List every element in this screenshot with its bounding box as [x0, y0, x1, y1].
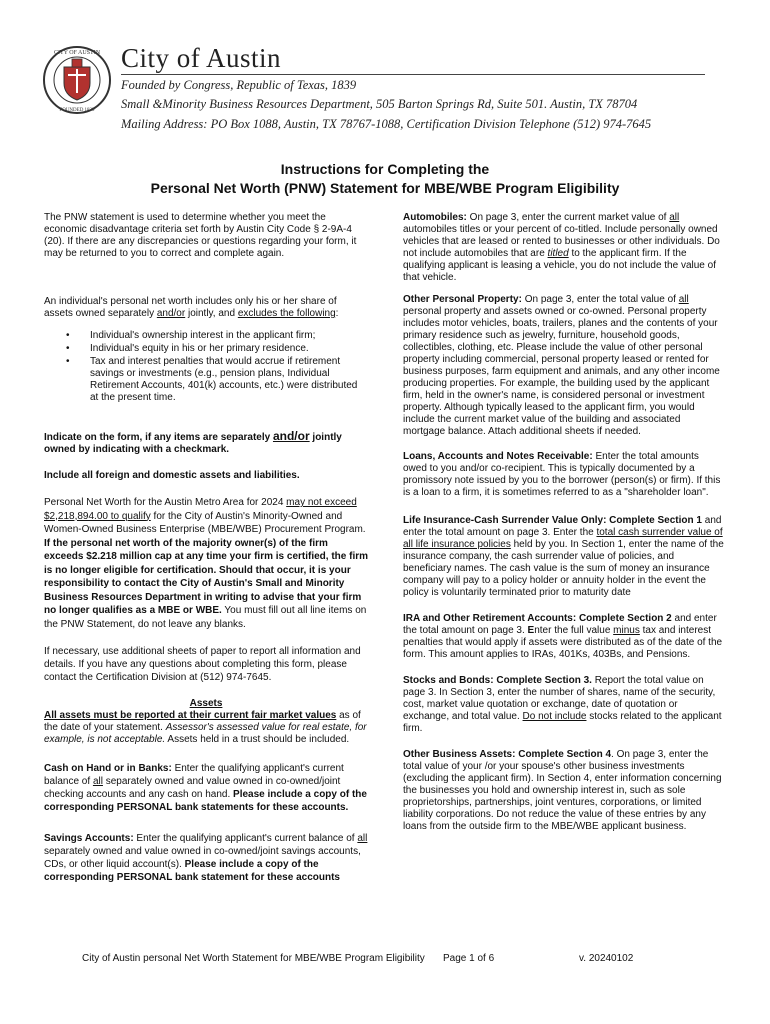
- footer-version: v. 20240102: [579, 953, 634, 964]
- savings-paragraph: Savings Accounts: Enter the qualifying applicant's current balance of all separately owned and value owned in co-owned/joint savings accounts, CDs, or other liquid account(s). Please include a copy of the corresponding PERSONAL bank statement for these accounts: [44, 833, 368, 883]
- page-title: [40, 160, 730, 198]
- right-column: [403, 212, 725, 833]
- pnw-limit-paragraph: Personal Net Worth for the Austin Metro Area for 2024 may not exceed $2,218,894.00 to qualify for the City of Austin's Minority-Owned and Women-Owned Business Enterprise (MBE/WBE) Procurement Program. If the personal net worth of the majority owner(s) of the firm exceeds $2.218 million cap at any time your firm is certified, the firm is no longer eligible for certification. Should that occur, it is your responsibility to contact the City of Austin's Small and Minority Business Resources Department in writing to advise that your firm no longer qualifies as a MBE or WBE. You must fill out all line items on the PNW Statement, do not leave any blanks.: [44, 497, 369, 630]
- life-insurance-paragraph: Life Insurance-Cash Surrender Value Only: Complete Section 1 and enter the total amount on page 3. Enter the total cash surrender value of all life insurance policies held by you. In Section 1, enter the name of the insurance company, the cash surrender value of policies, and beneficiary names. The cash value is the sum of money an insurance company will pay to a policy holder or annuity holder in the event the policy is voluntarily terminated prior to maturity date: [403, 515, 724, 598]
- svg-text:FOUNDED 1839: FOUNDED 1839: [59, 108, 95, 113]
- title-line-2: Personal Net Worth (PNW) Statement for MBE/WBE Program Eligibility: [150, 180, 620, 196]
- cash-paragraph: Cash on Hand or in Banks: Enter the qualifying applicant's current balance of all separately owned and value owned in co-owned/joint checking accounts and any cash on hand. Please include a copy of the corresponding PERSONAL bank statements for these accounts.: [44, 763, 367, 813]
- mailing-line: Mailing Address: PO Box 1088, Austin, TX 78767-1088, Certification Division Telephone (512) 974-7645: [121, 117, 652, 131]
- list-item: • Individual's ownership interest in the applicant firm;: [66, 330, 368, 342]
- list-item: • Tax and interest penalties that would accrue if retirement savings or investments (e.g., pension plans, Individual Retirement Accounts, 401(k) accounts, etc.) were distributed at the present time.: [66, 356, 368, 404]
- city-name: City of Austin: [121, 43, 282, 73]
- footer-doc-title: City of Austin personal Net Worth Statement for MBE/WBE Program Eligibility: [82, 953, 425, 964]
- pnw-purpose: The PNW statement is used to determine whether you meet the economic disadvantage criteria set forth by Austin City Code § 2-9A-4 (20). If there are any discrepancies or questions regarding your form, it may be returned to you to correct and complete again.: [44, 212, 357, 259]
- city-seal-icon: [42, 45, 112, 115]
- automobiles-paragraph: Automobiles: On page 3, enter the current market value of all automobiles titles or your percent of co-titled. Include personally owned vehicles that are leased or rented to businesses or other individuals. Do not include automobiles that are titled to the applicant firm. If the qualifying applicant is leasing a vehicle, you do not include the value of that vehicle.: [403, 212, 720, 283]
- ira-paragraph: IRA and Other Retirement Accounts: Complete Section 2 and enter the total amount on page 3. Enter the full value minus tax and interest penalties that would apply if assets were distributed as of the date of the form. This amount applies to IRAs, 401Ks, 403Bs, and Pensions.: [403, 613, 723, 660]
- footer-page-number: Page 1 of 6: [443, 953, 495, 964]
- include-all-note: Include all foreign and domestic assets and liabilities.: [44, 470, 300, 481]
- department-line: Small &Minority Business Resources Department, 505 Barton Springs Rd, Suite 501. Austin, TX 78704: [121, 97, 638, 111]
- header-rule: [121, 74, 705, 75]
- indicate-note: Indicate on the form, if any items are separately and/or jointly owned by indicating with a checkmark.: [44, 429, 342, 455]
- list-item: • Individual's equity in his or her primary residence.: [66, 343, 368, 355]
- loans-paragraph: Loans, Accounts and Notes Receivable: Enter the total amounts owed to you and/or co-recipient. This is typically documented by a promissory note issued by you to the borrower (person(s) or firm). If this is a loan to a firm, it is sometimes referred to as a "shareholder loan".: [403, 451, 721, 498]
- svg-text:CITY OF AUSTIN: CITY OF AUSTIN: [53, 50, 101, 56]
- left-column: [44, 212, 368, 884]
- assets-paragraph: All assets must be reported at their current fair market values as of the date of your statement. Assessor's assessed value for real estate, for example, is not acceptable. Assets held in a trust should be included.: [44, 710, 367, 745]
- stocks-paragraph: Stocks and Bonds: Complete Section 3. Report the total value on page 3. In Section 3, enter the number of shares, name of the security, cost, market value quotation or exchange, date of quotation or exchange, and total value. Do not include stocks related to the applicant firm.: [403, 675, 722, 734]
- title-line-1: Instructions for Completing the: [280, 161, 490, 177]
- founded-line: Founded by Congress, Republic of Texas, 1839: [121, 78, 357, 92]
- city-seal: [42, 45, 112, 115]
- additional-sheets-note: If necessary, use additional sheets of paper to report all information and details. If you have any questions about completing this form, please contact the Certification Division at (512) 974-7645.: [44, 646, 361, 683]
- other-property-paragraph: Other Personal Property: On page 3, enter the total value of all personal property and assets owned or co-owned. Personal property includes motor vehicles, boats, trailers, planes and the contents of your primary residence such as jewelry, furniture, household goods, collectibles, clothing, etc. Please include the value of other personal property including commercial, personal property leased or rented for business purposes, farm equipment and animals, and any other income producing properties. For example, the building used by the applicant firm, held in the owner's name, is considered personal or investment property. Although typically leased to the applicant firm, you would include the current market value of the building and associated mortgage balance. Attach additional sheets if needed.: [403, 294, 720, 437]
- other-business-paragraph: Other Business Assets: Complete Section 4. On page 3, enter the total value of your /or your spouse's other business investments (excluding the applicant firm). In Section 4, enter information concerning the businesses you hold and ownership interest in, such as sole proprietorships, partnerships, joint ventures, corporations, or limited liability corporations. Do not reduce the value of these entries by any loans from the outside firm to the MBE/WBE applicant business.: [403, 749, 722, 832]
- assets-heading: Assets: [189, 698, 223, 709]
- networth-includes: An individual's personal net worth includes only his or her share of assets owned separately and/or jointly, and excludes the following:: [44, 296, 339, 319]
- exclusions-list: [66, 330, 368, 404]
